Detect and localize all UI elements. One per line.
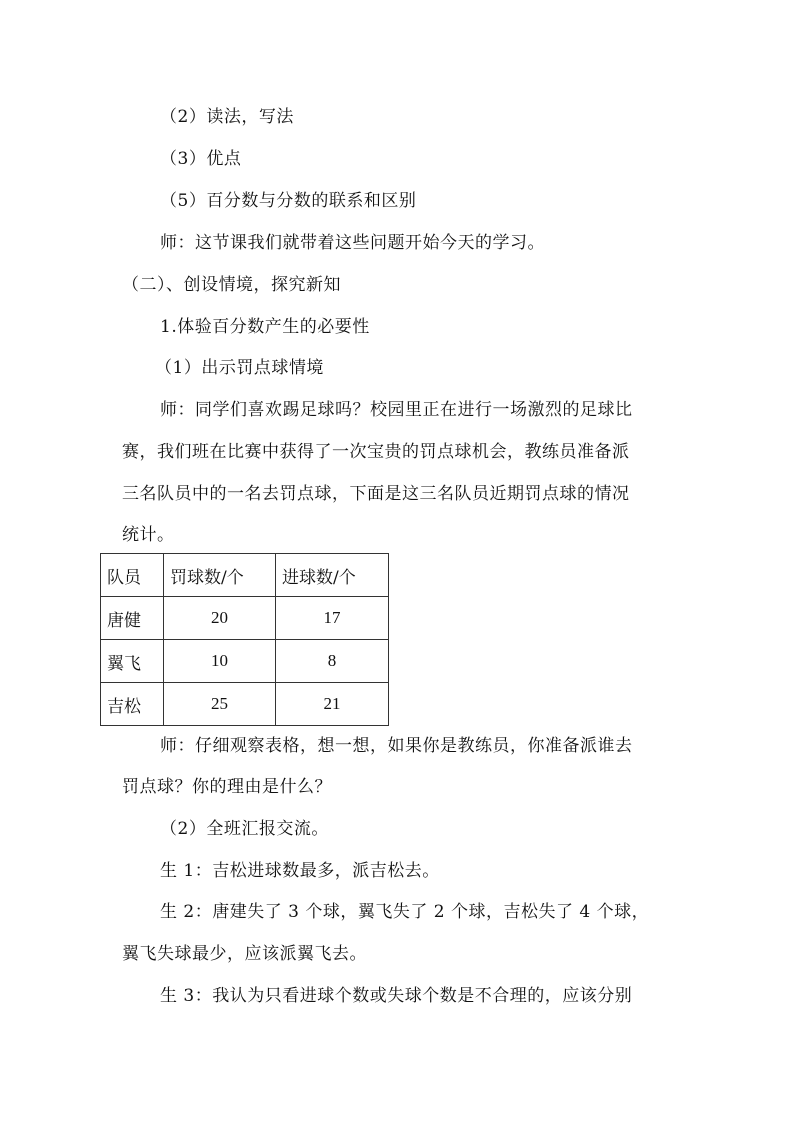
section-heading: （二）、创设情境，探究新知 [122,275,341,295]
table-row [101,640,389,683]
outline-item-relation: （5）百分数与分数的联系和区别 [160,191,417,211]
table-header-cell: 进球数/个 [276,554,389,597]
table-row [101,683,389,726]
table-row [101,597,389,640]
table-cell-shots: 20 [164,597,276,640]
step-heading: （1）出示罚点球情境 [155,358,324,378]
outline-item-reading-writing: （2）读法，写法 [160,107,294,127]
student-answer-line: 生 1：吉松进球数最多，派吉松去。 [160,861,440,881]
table-header-row [101,554,389,597]
table-cell-goals: 8 [276,640,389,683]
table-cell-goals: 21 [276,683,389,726]
teacher-intro-text: 师：这节课我们就带着这些问题开始今天的学习。 [160,233,545,253]
paragraph-line: 师：同学们喜欢踢足球吗？校园里正在进行一场激烈的足球比 [160,400,633,420]
table-header-cell: 队员 [101,554,164,597]
outline-item-advantages: （3）优点 [160,149,242,169]
table-cell-player: 吉松 [101,683,164,726]
penalty-stats-table [100,553,389,726]
table-cell-shots: 10 [164,640,276,683]
step-heading: （2）全班汇报交流。 [160,819,329,839]
student-answer-line: 生 2：唐建失了 3 个球，翼飞失了 2 个球，吉松失了 4 个球， [160,902,650,922]
table-cell-goals: 17 [276,597,389,640]
student-answer-line: 生 3：我认为只看进球个数或失球个数是不合理的，应该分别 [160,986,633,1006]
table-header-cell: 罚球数/个 [164,554,276,597]
paragraph-line: 师：仔细观察表格，想一想，如果你是教练员，你准备派谁去 [160,736,633,756]
paragraph-line: 罚点球？你的理由是什么？ [122,777,332,797]
subsection-heading: 1.体验百分数产生的必要性 [160,317,370,337]
table-cell-player: 翼飞 [101,640,164,683]
student-answer-line: 翼飞失球最少，应该派翼飞去。 [122,944,367,964]
table-cell-player: 唐健 [101,597,164,640]
paragraph-line: 统计。 [122,525,175,545]
paragraph-line: 三名队员中的一名去罚点球，下面是这三名队员近期罚点球的情况 [122,484,630,504]
paragraph-line: 赛，我们班在比赛中获得了一次宝贵的罚点球机会，教练员准备派 [122,442,630,462]
table-cell-shots: 25 [164,683,276,726]
